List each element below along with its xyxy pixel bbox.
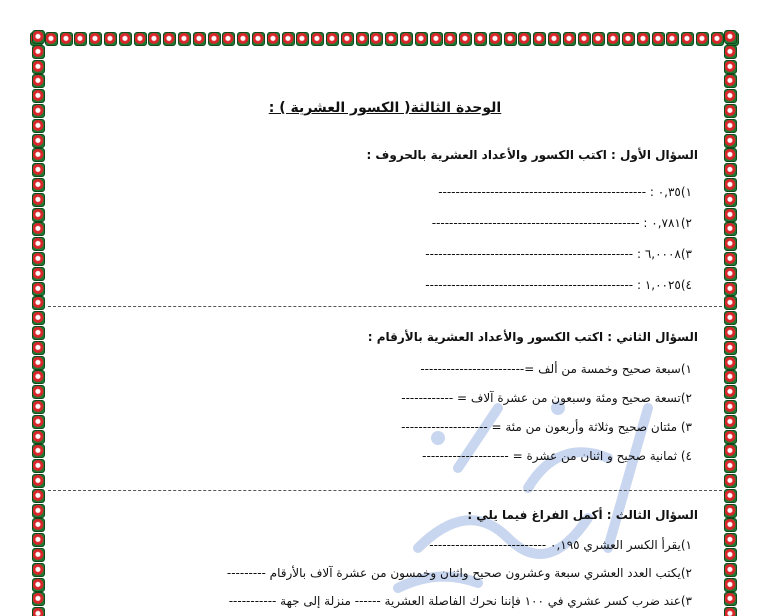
border-tile: [724, 282, 737, 296]
border-tile: [32, 178, 45, 192]
question-2-heading: السؤال الثاني : اكتب الكسور والأعداد العشرية بالأرقام :: [367, 330, 698, 344]
border-tile: [724, 134, 737, 148]
q3-item-2: ٢)يكتب العدد العشري سبعة وعشرون صحيح واثنان وخمسون من عشرة آلاف بالأرقام ---------: [226, 566, 692, 580]
border-tile: [724, 578, 737, 592]
q1-item-2: ٢)٠,٧٨١ : ------------------------------------------------: [431, 216, 692, 230]
border-tile: [518, 32, 531, 46]
border-tile: [681, 32, 694, 46]
q1-item-1: ١)٠,٣٥ : ------------------------------------------------: [438, 185, 692, 199]
border-tile: [724, 104, 737, 118]
border-tile: [32, 444, 45, 458]
border-tile: [724, 489, 737, 503]
border-tile: [32, 518, 45, 532]
border-tile: [32, 74, 45, 88]
border-tile: [724, 459, 737, 473]
border-tile: [32, 119, 45, 133]
q1-item-4: ٤)١,٠٠٢٥ : ------------------------------------------------: [425, 278, 692, 292]
question-1-heading: السؤال الأول : اكتب الكسور والأعداد العشرية بالحروف :: [366, 148, 698, 162]
border-tile: [341, 32, 354, 46]
border-tile: [32, 311, 45, 325]
border-tile: [724, 356, 737, 370]
border-tile: [724, 119, 737, 133]
border-tile: [32, 252, 45, 266]
border-tile: [724, 45, 737, 59]
border-tile: [32, 578, 45, 592]
border-tile: [724, 533, 737, 547]
border-tile: [32, 193, 45, 207]
border-tile: [696, 32, 709, 46]
border-tile: [724, 430, 737, 444]
border-tile: [32, 104, 45, 118]
border-tile: [32, 222, 45, 236]
border-tile: [724, 267, 737, 281]
border-tile: [208, 32, 221, 46]
border-tile: [32, 548, 45, 562]
border-tile: [237, 32, 250, 46]
border-tile: [222, 32, 235, 46]
decorative-border-top: [30, 30, 742, 48]
border-tile: [356, 32, 369, 46]
border-tile: [32, 134, 45, 148]
border-tile: [724, 237, 737, 251]
border-tile: [32, 208, 45, 222]
border-tile: [32, 489, 45, 503]
border-tile: [32, 267, 45, 281]
border-tile: [724, 163, 737, 177]
border-tile: [724, 415, 737, 429]
border-tile: [724, 296, 737, 310]
border-tile: [724, 474, 737, 488]
border-tile: [592, 32, 605, 46]
border-tile: [637, 32, 650, 46]
border-tile: [32, 45, 45, 59]
border-tile: [415, 32, 428, 46]
border-tile: [724, 400, 737, 414]
border-tile: [32, 237, 45, 251]
border-tile: [724, 222, 737, 236]
border-tile: [724, 193, 737, 207]
border-tile: [724, 30, 737, 44]
border-tile: [32, 459, 45, 473]
border-tile: [724, 341, 737, 355]
border-tile: [666, 32, 679, 46]
border-tile: [724, 252, 737, 266]
border-tile: [32, 474, 45, 488]
border-tile: [32, 30, 45, 44]
border-tile: [32, 430, 45, 444]
border-tile: [474, 32, 487, 46]
border-tile: [178, 32, 191, 46]
q2-item-3: ٣) مئتان صحيح وثلاثة وأربعون من مئة = --------------------: [401, 420, 692, 434]
border-tile: [32, 592, 45, 606]
border-tile: [533, 32, 546, 46]
unit-title: الوحدة الثالثة( الكسور العشرية ) :: [268, 100, 502, 116]
border-tile: [724, 74, 737, 88]
question-3-heading: السؤال الثالث : أكمل الفراغ فيما يلي :: [467, 508, 698, 522]
border-tile: [724, 60, 737, 74]
border-tile: [32, 607, 45, 616]
border-tile: [32, 326, 45, 340]
border-tile: [282, 32, 295, 46]
border-tile: [724, 518, 737, 532]
border-tile: [74, 32, 87, 46]
border-tile: [652, 32, 665, 46]
border-tile: [370, 32, 383, 46]
q3-item-1: ١)يقرأ الكسر العشري ٠,١٩٥ ---------------------------: [429, 538, 692, 552]
border-tile: [724, 592, 737, 606]
q2-item-4: ٤) ثمانية صحيح و اثنان من عشرة = --------------------: [422, 449, 692, 463]
border-tile: [193, 32, 206, 46]
border-tile: [311, 32, 324, 46]
border-tile: [32, 89, 45, 103]
border-tile: [32, 148, 45, 162]
border-tile: [607, 32, 620, 46]
q2-item-1: ١)سبعة صحيح وخمسة من ألف =------------------------: [420, 362, 692, 376]
border-tile: [724, 208, 737, 222]
border-tile: [32, 163, 45, 177]
border-tile: [385, 32, 398, 46]
border-tile: [32, 563, 45, 577]
border-tile: [32, 282, 45, 296]
border-tile: [32, 60, 45, 74]
section-divider-2: [48, 490, 722, 491]
border-tile: [724, 548, 737, 562]
border-tile: [32, 296, 45, 310]
q1-item-3: ٣)٦,٠٠٠٨ : ------------------------------------------------: [425, 247, 692, 261]
decorative-border-left: [30, 30, 48, 616]
border-tile: [32, 504, 45, 518]
border-tile: [104, 32, 117, 46]
border-tile: [60, 32, 73, 46]
border-tile: [32, 533, 45, 547]
border-tile: [89, 32, 102, 46]
border-tile: [459, 32, 472, 46]
border-tile: [148, 32, 161, 46]
border-tile: [724, 311, 737, 325]
border-tile: [134, 32, 147, 46]
border-tile: [400, 32, 413, 46]
border-tile: [32, 370, 45, 384]
border-tile: [430, 32, 443, 46]
border-tile: [163, 32, 176, 46]
border-tile: [32, 400, 45, 414]
border-tile: [296, 32, 309, 46]
border-tile: [267, 32, 280, 46]
border-tile: [119, 32, 132, 46]
border-tile: [252, 32, 265, 46]
border-tile: [326, 32, 339, 46]
border-tile: [444, 32, 457, 46]
border-tile: [724, 370, 737, 384]
border-tile: [548, 32, 561, 46]
border-tile: [724, 607, 737, 616]
border-tile: [724, 444, 737, 458]
border-tile: [724, 563, 737, 577]
border-tile: [563, 32, 576, 46]
border-tile: [724, 326, 737, 340]
worksheet: [48, 48, 722, 616]
border-tile: [578, 32, 591, 46]
border-tile: [32, 356, 45, 370]
border-tile: [724, 504, 737, 518]
section-divider-1: [48, 306, 722, 307]
q3-item-3: ٣)عند ضرب كسر عشري في ١٠٠ فإننا نحرك الفاصلة العشرية ------ منزلة إلى جهة -----------: [228, 594, 692, 608]
decorative-border-right: [722, 30, 740, 616]
border-tile: [724, 385, 737, 399]
border-tile: [724, 178, 737, 192]
q2-item-2: ٢)تسعة صحيح ومئة وسبعون من عشرة آلاف = ------------: [401, 391, 692, 405]
border-tile: [489, 32, 502, 46]
border-tile: [32, 415, 45, 429]
border-tile: [504, 32, 517, 46]
border-tile: [32, 341, 45, 355]
border-tile: [622, 32, 635, 46]
border-tile: [32, 385, 45, 399]
border-tile: [724, 148, 737, 162]
border-tile: [724, 89, 737, 103]
